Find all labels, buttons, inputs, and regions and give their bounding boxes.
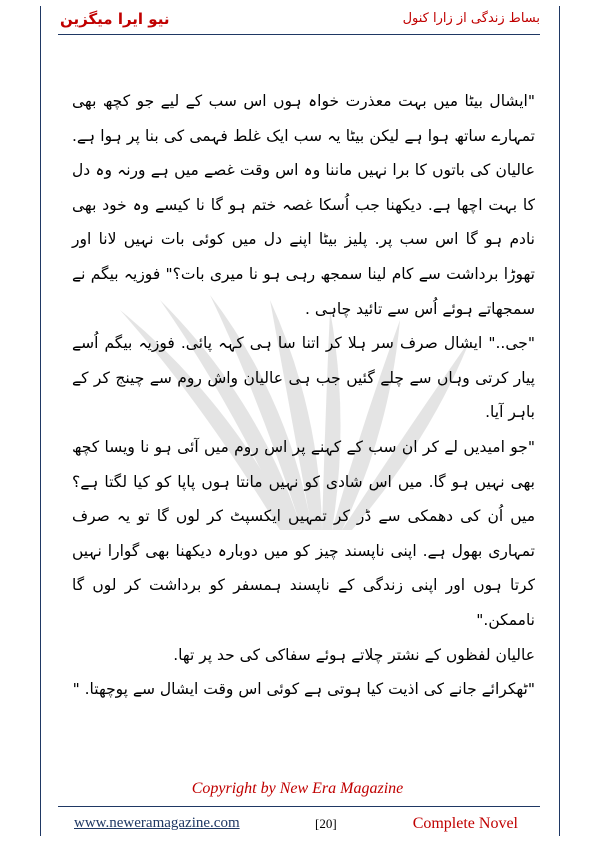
article-body [72,84,535,707]
paragraph: "ٹھکرائے جانے کی اذیت کیا ہوتی ہے کوئی اس وقت ایشال سے پوچھتا. " [72,680,535,699]
header-divider [58,34,540,35]
copyright-notice: Copyright by New Era Magazine [191,780,404,797]
page-number: [20] [315,816,337,831]
paragraph: "جو امیدیں لے کر ان سب کے کہنے پر اس روم میں آئی ہو نا ویسا کچھ بھی نہیں ہو گا. میں اس شادی کو نہیں مانتا ہوں پاپا کو کیا لگتا ہے؟ میں اُن کی دھمکی سے ڈر کر تمہیں ایکسپٹ کر لوں گا تو یہ صرف تمہاری بھول ہے. اپنی ناپسند چیز کو میں دوبارہ دیکھنا بھی گوارا نہیں کرتا ہوں اور اپنی زندگی کے ناپسند ہمسفر کو برداشت کر لوں گا ناممکن." [72,437,535,629]
paragraph: "ایشال بیٹا میں بہت معذرت خواہ ہوں اس سب کے لیے جو کچھ بھی تمہارے ساتھ ہوا ہے لیکن بیٹا یہ سب ایک غلط فہمی کی بنا پر ہوا ہے. عالیان کی باتوں کا برا نہیں ماننا وہ اس وقت غصے میں ہے ورنہ وہ دل کا بہت اچھا ہے. دیکھنا جب اُسکا غصہ ختم ہو گا نا کیسے وہ خود بھی نادم ہو گا اس سب پر. پلیز بیٹا اپنے دل میں کوئی بات نہیں لانا اور تھوڑا برداشت سے کام لینا سمجھ رہی ہو نا میری بات؟" فوزیہ بیگم نے سمجھاتے ہوئے اُس سے تائید چاہی . [72,92,535,318]
website-link[interactable]: www.neweramagazine.com [74,815,240,831]
footer-divider [58,806,540,807]
magazine-name: نیو ایرا میگزین [60,10,170,28]
page-footer [60,815,540,837]
footer-label: Complete Novel [412,815,518,832]
paragraph: "جی.." ایشال صرف سر ہلا کر اتنا سا ہی کہہ پائی. فوزیہ بیگم اُسے پیار کرتی وہاں سے چلے گئیں جب ہی عالیان واش روم سے چینج کر کے باہر آیا. [72,334,535,422]
paragraph: عالیان لفظوں کے نشتر چلاتے ہوئے سفاکی کی حد پر تھا. [173,645,535,664]
page-header [60,8,540,34]
story-title: بساط زندگی از زارا کنول [402,11,540,26]
